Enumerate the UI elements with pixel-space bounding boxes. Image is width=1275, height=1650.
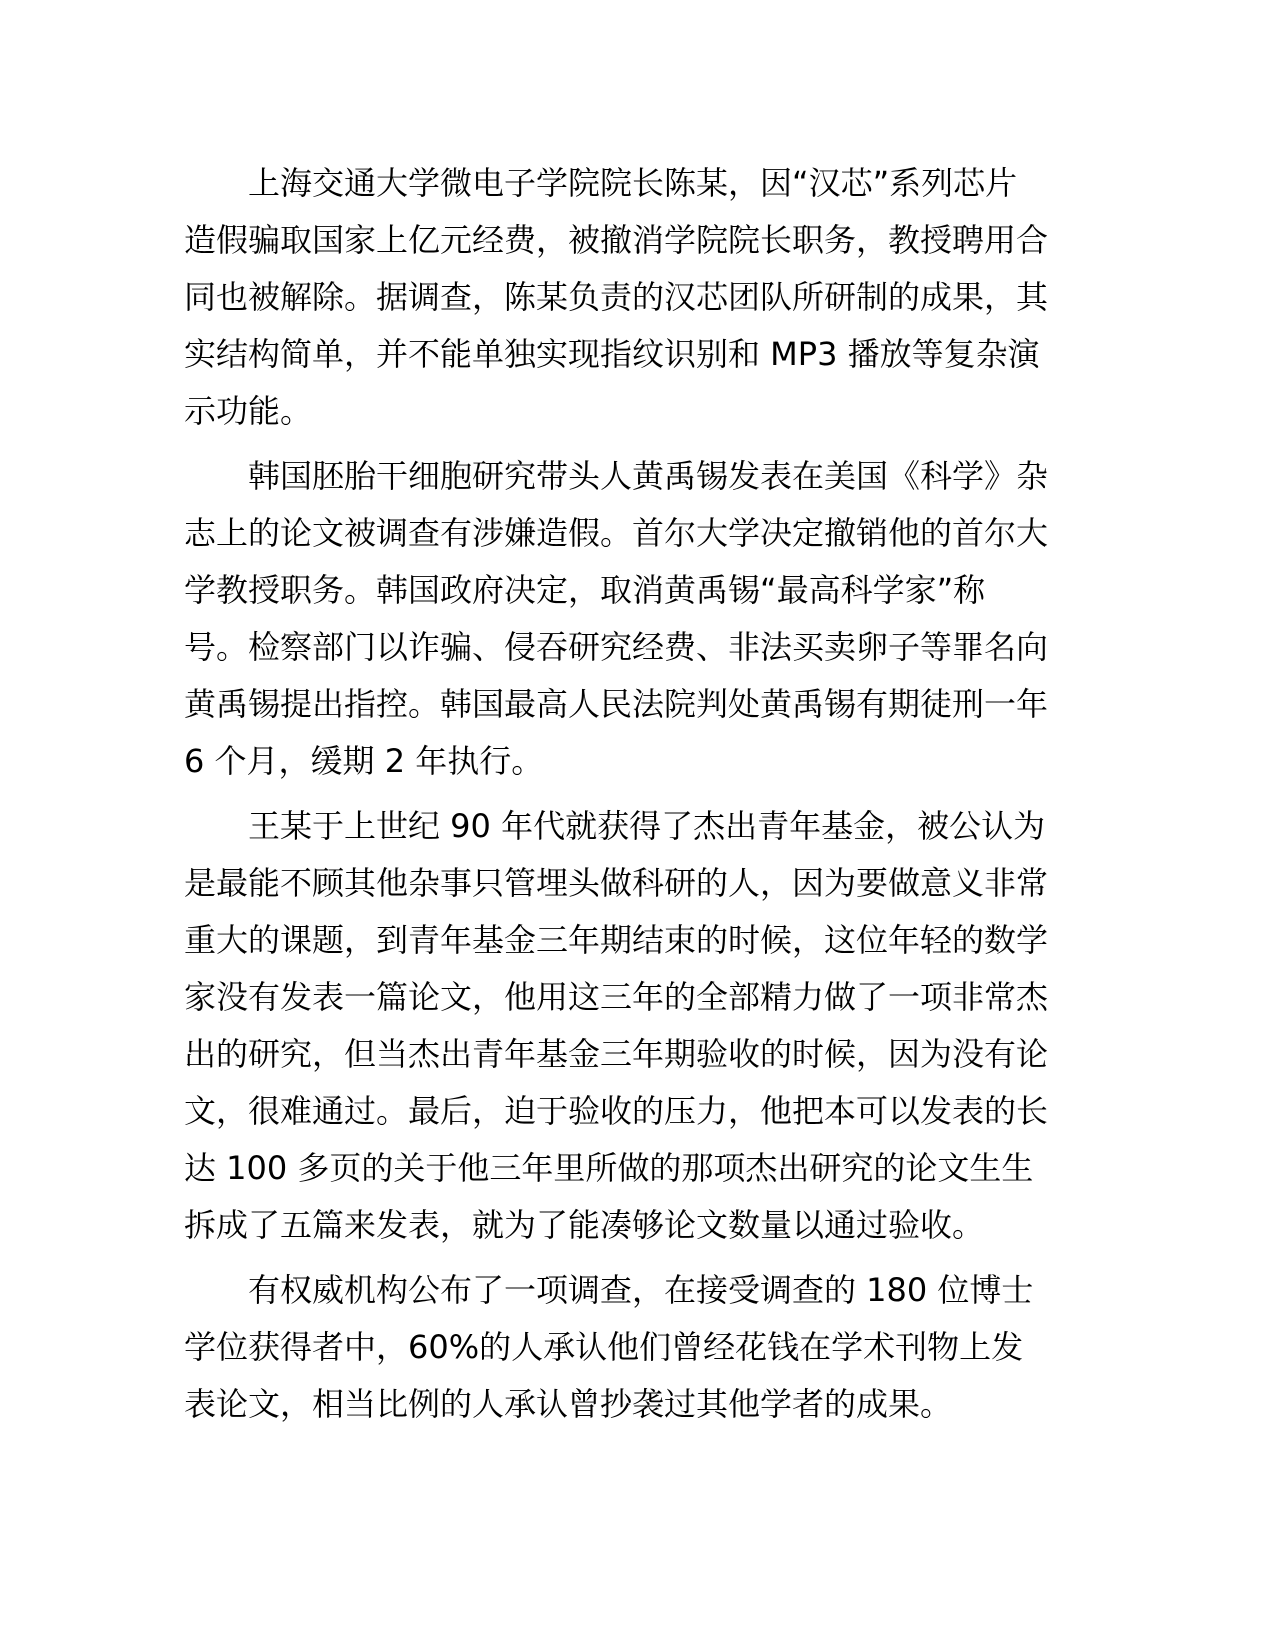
paragraph-wang-case: 王某于上世纪 90 年代就获得了杰出青年基金，被公认为 是最能不顾其他杂事只管埋头做科研的人，因为要做意义非常 重大的课题，到青年基金三年期结束的时候，这位年轻的数学 家没有发表一篇论文，他用这三年的全部精力做了一项非常杰 出的研究，但当杰出青年基金三年期验收的时候，因为没有论 文，很难通过。最后，迫于验收的压力，他把本可以发表的长 达 100 多页的关于他三年里所做的那项杰出研究的论文生生 拆成了五篇来发表，就为了能凑够论文数量以通过验收。 <box>184 807 1049 1244</box>
document-body <box>184 155 1084 1441</box>
paragraph-survey: 有权威机构公布了一项调查，在接受调查的 180 位博士 学位获得者中，60%的人承认他们曾经花钱在学术刊物上发 表论文，相当比例的人承认曾抄袭过其他学者的成果。 <box>184 1271 1034 1423</box>
paragraph-hanxin-case: 上海交通大学微电子学院院长陈某，因“汉芯”系列芯片 造假骗取国家上亿元经费，被撤消学院院长职务，教授聘用合 同也被解除。据调查，陈某负责的汉芯团队所研制的成果，其 实结构简单，并不能单独实现指纹识别和 MP3 播放等复杂演 示功能。 <box>184 164 1049 430</box>
paragraph-hwang-case: 韩国胚胎干细胞研究带头人黄禹锡发表在美国《科学》杂 志上的论文被调查有涉嫌造假。首尔大学决定撤销他的首尔大 学教授职务。韩国政府决定，取消黄禹锡“最高科学家”称 号。检察部门以诈骗、侵吞研究经费、非法买卖卵子等罪名向 黄禹锡提出指控。韩国最高人民法院判处黄禹锡有期徒刑一年 6 个月，缓期 2 年执行。 <box>184 457 1049 780</box>
